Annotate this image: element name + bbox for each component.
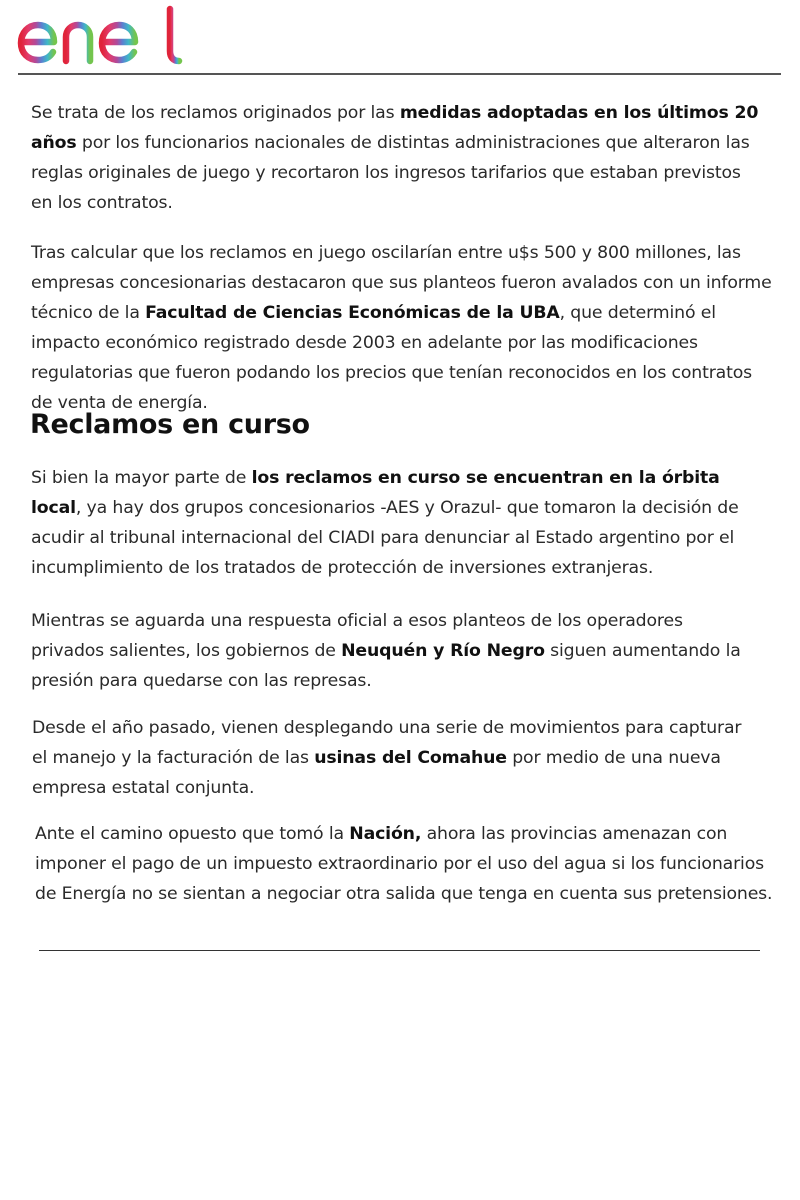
- paragraph-2: [31, 238, 776, 418]
- paragraph-1: [31, 98, 766, 218]
- paragraph-4-highlight: Neuquén y Río Negro: [341, 641, 545, 661]
- paragraph-5-text-a: Desde el año pasado, vienen desplegando una serie de movimientos para capturar el manejo y la facturación de las: [32, 718, 742, 768]
- paragraph-1-text-a: Se trata de los reclamos originados por las: [31, 103, 400, 123]
- paragraph-2-highlight: Facultad de Ciencias Económicas de la UBA: [145, 303, 560, 323]
- enel-logo-graphic: [16, 4, 186, 68]
- paragraph-2-text-a: Tras calcular que los reclamos en juego oscilarían entre u$s 500 y 800 millones, las empresas concesionarias destacaron que sus planteos fueron avalados con un informe técnico de la: [31, 243, 772, 323]
- paragraph-1-highlight: medidas adoptadas en los últimos 20 años: [31, 103, 759, 153]
- paragraph-2-text-c: , que determinó el impacto económico registrado desde 2003 en adelante por las modificaciones regulatorias que fueron podando los precios que tenían reconocidos en los contratos de venta de energía.: [31, 303, 753, 413]
- paragraph-6-text-a: Ante el camino opuesto que tomó la: [35, 824, 350, 844]
- paragraph-5: [32, 713, 752, 803]
- footer-divider: [39, 950, 760, 951]
- paragraph-4: [31, 606, 756, 696]
- paragraph-5-highlight: usinas del Comahue: [314, 748, 507, 768]
- paragraph-1-text-c: por los funcionarios nacionales de distintas administraciones que alteraron las reglas originales de juego y recortaron los ingresos tarifarios que estaban previstos en los contratos.: [31, 133, 750, 213]
- paragraph-6: [35, 819, 775, 909]
- paragraph-3-highlight: los reclamos en curso se encuentran en la órbita local: [31, 468, 720, 518]
- enel-logo[interactable]: [16, 4, 186, 68]
- paragraph-3-text-a: Si bien la mayor parte de: [31, 468, 252, 488]
- paragraph-3-text-c: , ya hay dos grupos concesionarios -AES y Orazul- que tomaron la decisión de acudir al tribunal internacional del CIADI para denunciar al Estado argentino por el incumplimiento de los tratados de protección de inversiones extranjeras.: [31, 498, 739, 578]
- paragraph-5-text-c: por medio de una nueva empresa estatal conjunta.: [32, 748, 721, 798]
- section-heading: Reclamos en curso: [30, 409, 310, 440]
- paragraph-4-text-a: Mientras se aguarda una respuesta oficial a esos planteos de los operadores privados salientes, los gobiernos de: [31, 611, 683, 661]
- paragraph-4-text-c: siguen aumentando la presión para quedarse con las represas.: [31, 641, 741, 691]
- paragraph-3: [31, 463, 751, 583]
- header-divider: [18, 73, 781, 75]
- paragraph-6-highlight: Nación,: [349, 824, 422, 844]
- paragraph-6-text-c: ahora las provincias amenazan con imponer el pago de un impuesto extraordinario por el uso del agua si los funcionarios de Energía no se sientan a negociar otra salida que tenga en cuenta sus pretensiones.: [35, 824, 773, 904]
